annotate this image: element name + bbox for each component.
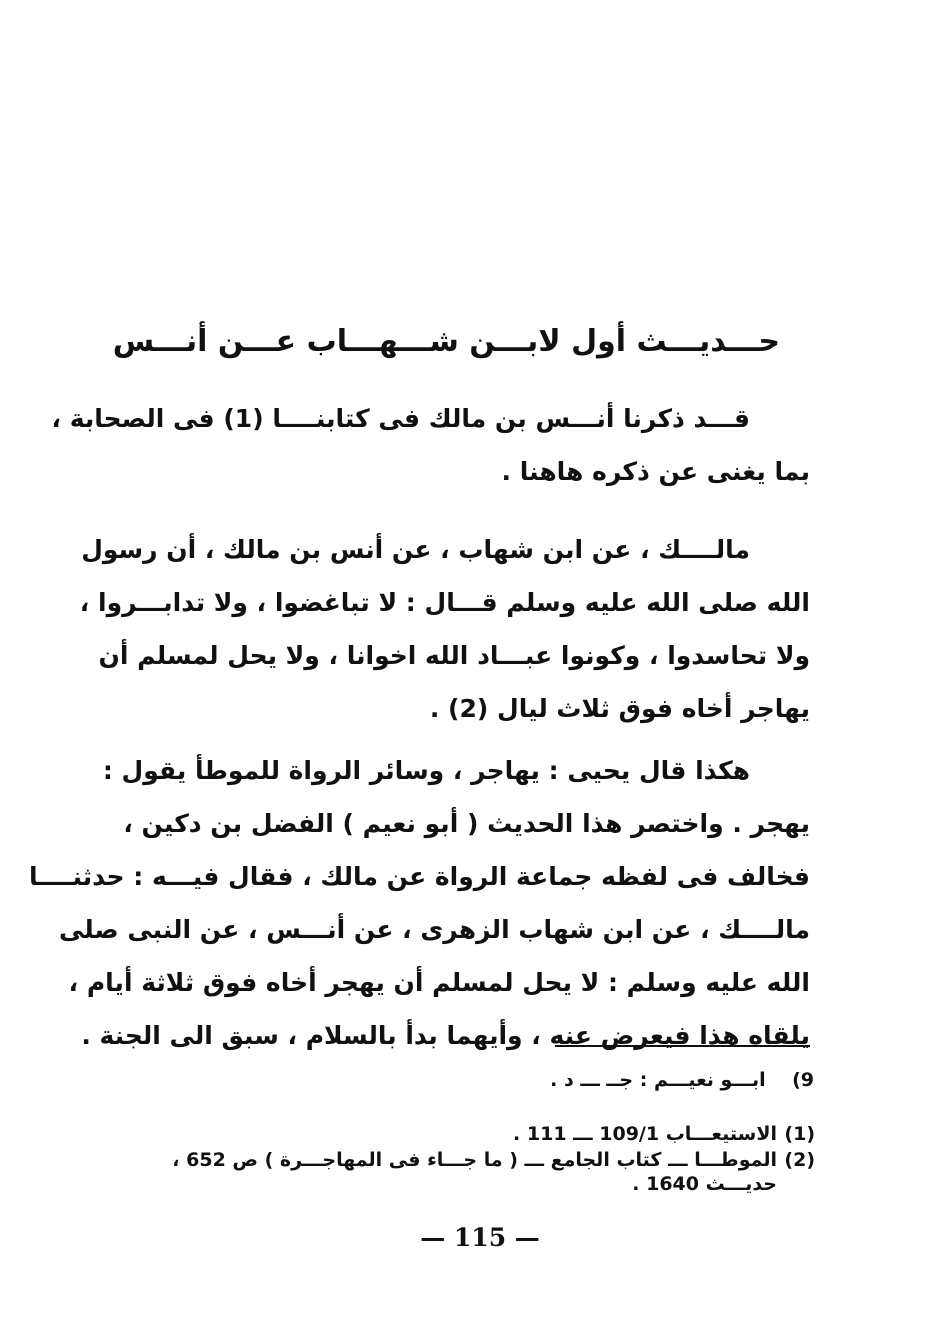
margin-note-text: ابـــو نعيـــم : جــ ـــ د . [550,1069,766,1091]
text-line: بما يغنى عن ذكره هاهنا . [501,457,810,486]
text-line: الله صلى الله عليه وسلم قـــال : لا تباغضوا ، ولا تدابـــروا ، [79,588,810,617]
page-number: — 115 — [420,1223,540,1252]
margin-note [550,1068,814,1092]
margin-note-number: 9) [792,1069,814,1091]
footnote-number: (2) [784,1149,815,1171]
text-line: يهاجر أخاه فوق ثلاث ليال (2) . [429,694,810,723]
paragraph-3 [28,744,810,1062]
text-line: مالــــك ، عن ابن شهاب الزهرى ، عن أنـــس ، عن النبى صلى [59,915,810,944]
text-line: قـــد ذكرنا أنـــس بن مالك فى كتابنــــا (1) فى الصحابة ، [51,404,750,433]
text-line: هكذا قال يحيى : يهاجر ، وسائر الرواة للموطأ يقول : [102,756,750,785]
footnote-continuation: حديـــث 1640 . [632,1173,777,1195]
footnote-number: (1) [784,1123,815,1145]
text-line: ولا تحاسدوا ، وكونوا عبـــاد الله اخوانا ، ولا يحل لمسلم أن [98,641,810,670]
text-line: مالــــك ، عن ابن شهاب ، عن أنس بن مالك ، أن رسول [81,535,750,564]
text-line: فخالف فى لفظه جماعة الرواة عن مالك ، فقال فيـــه : حدثنــــا [28,862,810,891]
footnote-text: الاستيعـــاب 109/1 ـــ 111 . [513,1123,777,1145]
chapter-title: حـــديـــث أول لابـــن شـــهـــاب عـــن أنـــس [112,324,780,359]
paragraph-1 [51,392,810,498]
text-line: يهجر . واختصر هذا الحديث ( أبو نعيم ) الفضل بن دكين ، [123,809,810,838]
footnote-divider [555,1045,810,1047]
footnote-2 [150,1148,815,1196]
footnote-text: الموطـــا ـــ كتاب الجامع ـــ ( ما جـــاء فى المهاجـــرة ) ص 652 ، [172,1149,777,1171]
text-line: الله عليه وسلم : لا يحل لمسلم أن يهجر أخاه فوق ثلاثة أيام ، [68,968,810,997]
text-line: يلقاه هذا فيعرض عنه ، وأيهما بدأ بالسلام ، سبق الى الجنة . [81,1021,810,1050]
paragraph-2 [79,523,810,735]
footnote-1 [150,1122,815,1146]
